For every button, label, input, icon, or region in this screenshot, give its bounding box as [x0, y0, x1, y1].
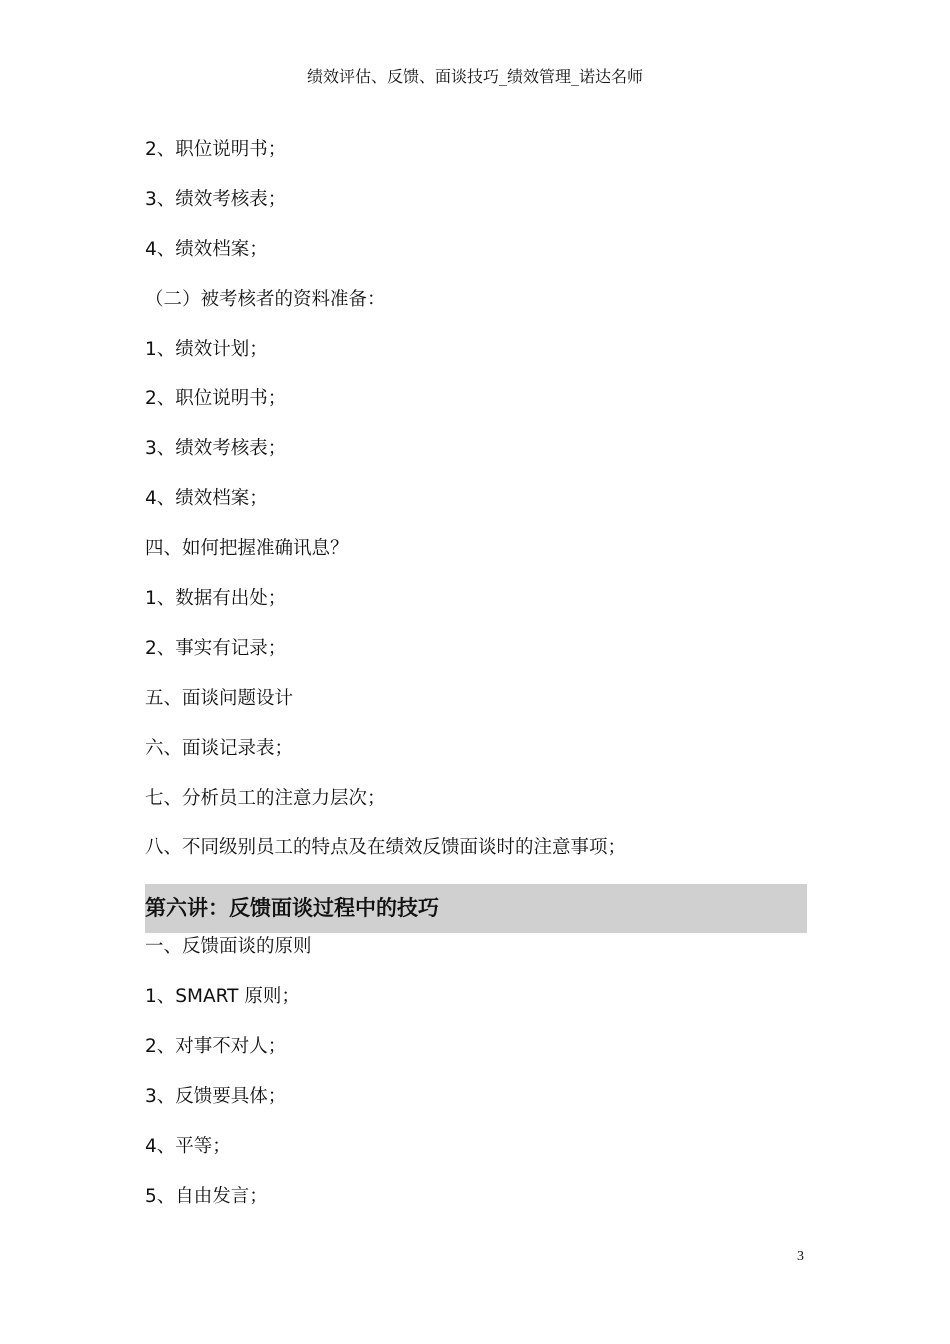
document-line: 3、绩效考核表； — [145, 438, 287, 460]
document-line: 一、反馈面谈的原则 — [145, 936, 312, 958]
document-line: 2、对事不对人； — [145, 1036, 287, 1058]
document-line: 六、面谈记录表； — [145, 737, 294, 759]
document-line: 4、绩效档案； — [145, 238, 268, 260]
document-line: 七、分析员工的注意力层次； — [145, 787, 386, 809]
document-line: 1、绩效计划； — [145, 338, 268, 360]
document-line: 4、平等； — [145, 1135, 231, 1157]
page-header-title: 绩效评估、反馈、面谈技巧_绩效管理_诺达名师 — [306, 67, 643, 86]
page-number: 3 — [797, 1249, 804, 1264]
document-line: 四、如何把握准确讯息？ — [145, 538, 349, 560]
document-line: 五、面谈问题设计 — [145, 687, 294, 709]
document-line: 2、职位说明书； — [145, 388, 287, 410]
document-line: 1、SMART 原则； — [145, 986, 300, 1008]
section-heading: 第六讲：反馈面谈过程中的技巧 — [145, 884, 807, 933]
document-line: 2、职位说明书； — [145, 139, 287, 160]
document-line: 3、反馈要具体； — [145, 1086, 287, 1108]
document-line: 5、自由发言； — [145, 1185, 268, 1207]
document-content — [145, 136, 807, 1233]
document-line: 八、不同级别员工的特点及在绩效反馈面谈时的注意事项； — [145, 837, 627, 859]
document-line: 1、数据有出处； — [145, 588, 287, 610]
document-line: 3、绩效考核表； — [145, 188, 287, 210]
document-line: 4、绩效档案； — [145, 488, 268, 510]
document-line: 2、事实有记录； — [145, 637, 287, 659]
document-line: （二）被考核者的资料准备： — [145, 288, 386, 310]
